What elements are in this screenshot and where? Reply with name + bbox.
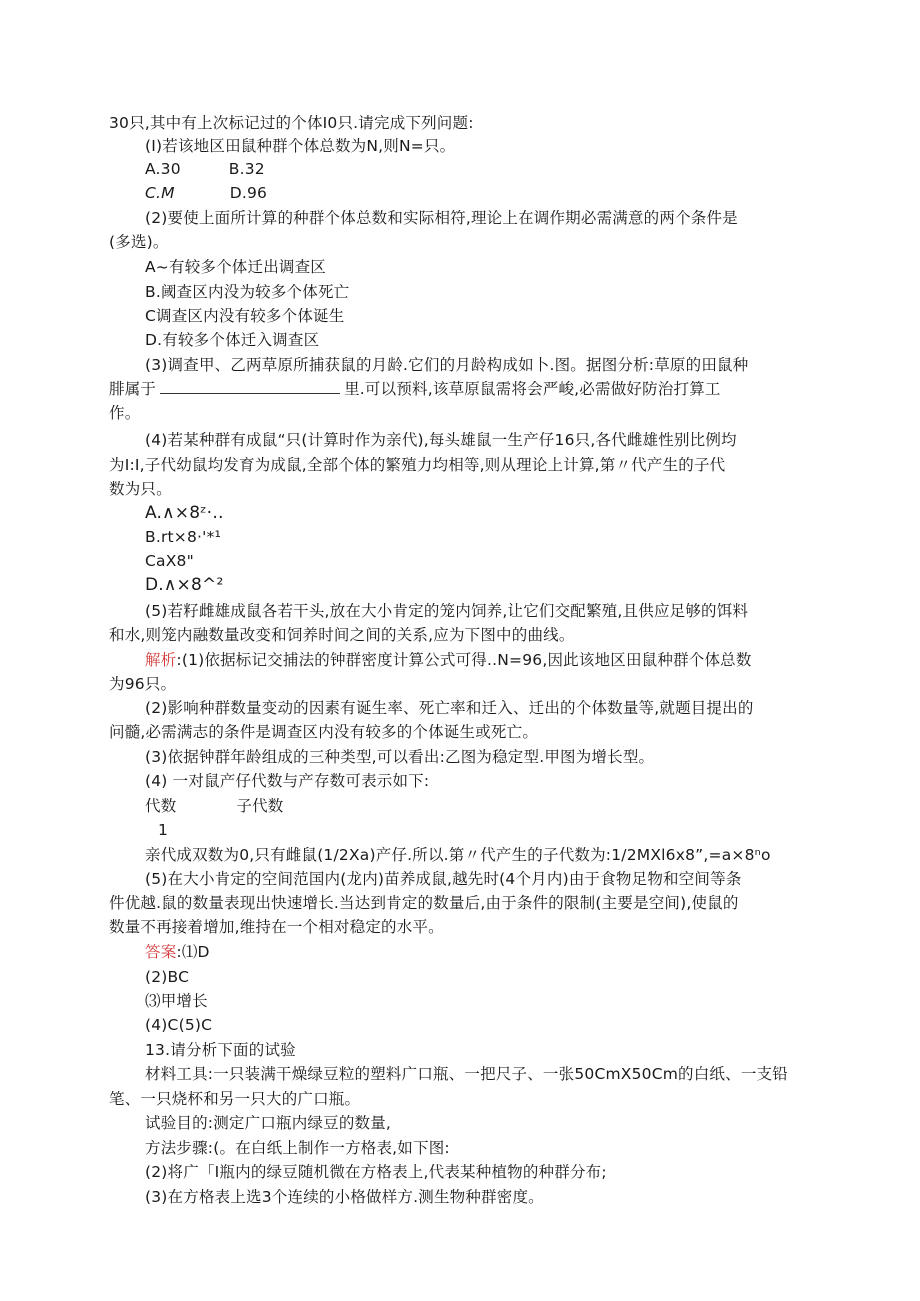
question-part-1: (I)若该地区田鼠种群个体总数为N,则N=只。 bbox=[145, 137, 456, 155]
text-span: :(1)依据标记交捕法的钟群密度计算公式可得..N=96,因此该地区田鼠种群个体总数 bbox=[176, 651, 752, 669]
text-span: 里.可以预料,该草原鼠需将会严峻,必需做好防治打算工 bbox=[344, 380, 721, 398]
text-line: 件优越.鼠的数量表现出快速增长.当达到肯定的数量后,由于条件的限制(主要是空间),使鼠的 bbox=[109, 894, 739, 912]
option-d: D.∧×8^² bbox=[145, 575, 224, 595]
analysis-line bbox=[145, 650, 752, 670]
analysis-label: 解析 bbox=[145, 651, 177, 669]
question-part-4: (4)若某种群有成鼠“只(计算时作为亲代),每头雄鼠一生产仔16只,各代雌雄性别比例均 bbox=[145, 431, 737, 449]
text-line: 数量不再接着增加,维持在一个相对稳定的水平。 bbox=[109, 918, 444, 936]
option-a: A~有较多个体迁出调查区 bbox=[145, 258, 326, 276]
text-line: (3)在方格表上选3个连续的小格做样方.测生物种群密度。 bbox=[145, 1188, 544, 1206]
option-c: C.M bbox=[145, 184, 175, 202]
text-span: :⑴D bbox=[176, 943, 210, 961]
text-line: (4) 一对鼠产仔代数与产存数可表示如下: bbox=[145, 772, 430, 790]
answer-item: (2)BC bbox=[145, 968, 190, 986]
answer-line bbox=[145, 942, 210, 962]
answer-item: (4)C(5)C bbox=[145, 1016, 213, 1034]
answer-blank bbox=[160, 379, 340, 394]
text-line: 作。 bbox=[109, 404, 141, 422]
text-line: 数为只。 bbox=[109, 480, 172, 498]
option-a: A.∧×8ᶻ·‥ bbox=[145, 503, 224, 523]
column-header-offspring: 子代数 bbox=[236, 797, 284, 815]
question-part-5: (5)若籽雌雄成鼠各若干头,放在大小肯定的笼内饲养,让它们交配繁殖,且供应足够的饵料 bbox=[145, 602, 749, 620]
text-line: (5)在大小肯定的空间范国内(龙内)苗养成鼠,越先时(4个月内)由于食物足物和空间等条 bbox=[145, 870, 742, 888]
option-d: D.96 bbox=[229, 184, 268, 202]
text-line: 30只,其中有上次标记过的个体I0只.请完成下列问题: bbox=[109, 114, 474, 132]
option-b: B.32 bbox=[228, 160, 265, 178]
question-part-3: (3)调查甲、乙两草原所捕获鼠的月龄.它们的月龄构成如卜.图。据图分析:草原的田鼠种 bbox=[145, 356, 749, 374]
option-c: C调查区内没有较多个体诞生 bbox=[145, 307, 345, 325]
question-heading: 13.请分析下面的试验 bbox=[145, 1041, 296, 1059]
option-c: CaX8" bbox=[145, 552, 194, 570]
text-line: 试验目的:测定广口瓶内绿豆的数量, bbox=[145, 1114, 392, 1132]
text-line: 方法步骤:(。在白纸上制作一方格表,如下图: bbox=[145, 1139, 450, 1157]
options-row bbox=[145, 183, 267, 203]
text-line: 和水,则笼内融数量改变和饲养时间之间的关系,应为下图中的曲线。 bbox=[109, 626, 575, 644]
text-span: 腓属于 bbox=[109, 380, 157, 398]
text-line: (3)依据钟群年龄组成的三种类型,可以看出:乙图为稳定型.甲图为增长型。 bbox=[145, 748, 655, 766]
text-line: 材料工具:一只装满干燥绿豆粒的塑料广口瓶、一把尺子、一张50CmX50Cm的白纸、一支铅 bbox=[145, 1065, 788, 1083]
table-cell: 1 bbox=[158, 821, 169, 839]
text-line: 问髓,必需满志的条件是调查区内没有较多的个体诞生或死亡。 bbox=[109, 723, 539, 741]
text-line: 为96只。 bbox=[109, 675, 177, 693]
text-line: (多选)。 bbox=[109, 233, 169, 251]
answer-label: 答案 bbox=[145, 943, 177, 961]
text-line: 为I:I,子代幼鼠均发育为成鼠,全部个体的繁殖力均相等,则从理论上计算,第〃代产生的子代 bbox=[109, 456, 726, 474]
text-line: (2)将广「I瓶内的绿豆随机微在方格表上,代表某种植物的种群分布; bbox=[145, 1163, 607, 1181]
answer-item: ⑶甲增长 bbox=[145, 992, 208, 1010]
text-line: 亲代成双数为0,只有雌鼠(1/2Xa)产仔.所以.第〃代产生的子代数为:1/2MXl6x8”,=a×8ⁿo bbox=[145, 846, 771, 864]
column-header-generation: 代数 bbox=[145, 797, 177, 815]
options-row bbox=[145, 159, 265, 179]
option-d: D.有较多个体迁入调查区 bbox=[145, 331, 320, 349]
question-part-2: (2)要使上面所计算的种群个体总数和实际相符,理论上在调作期必需满意的两个条件是 bbox=[145, 209, 738, 227]
option-b: B.阈查区内没为较多个体死亡 bbox=[145, 283, 350, 301]
table-header-row bbox=[145, 796, 284, 816]
text-line: (2)影响种群数量变动的因素有诞生率、死亡率和迁入、迁出的个体数量等,就题目提出的 bbox=[145, 699, 754, 717]
text-line bbox=[109, 379, 721, 399]
text-line: 笔、一只烧杯和另一只大的广口瓶。 bbox=[109, 1090, 361, 1108]
option-a: A.30 bbox=[145, 160, 181, 178]
option-b: B.rt×8·'*¹ bbox=[145, 528, 222, 546]
